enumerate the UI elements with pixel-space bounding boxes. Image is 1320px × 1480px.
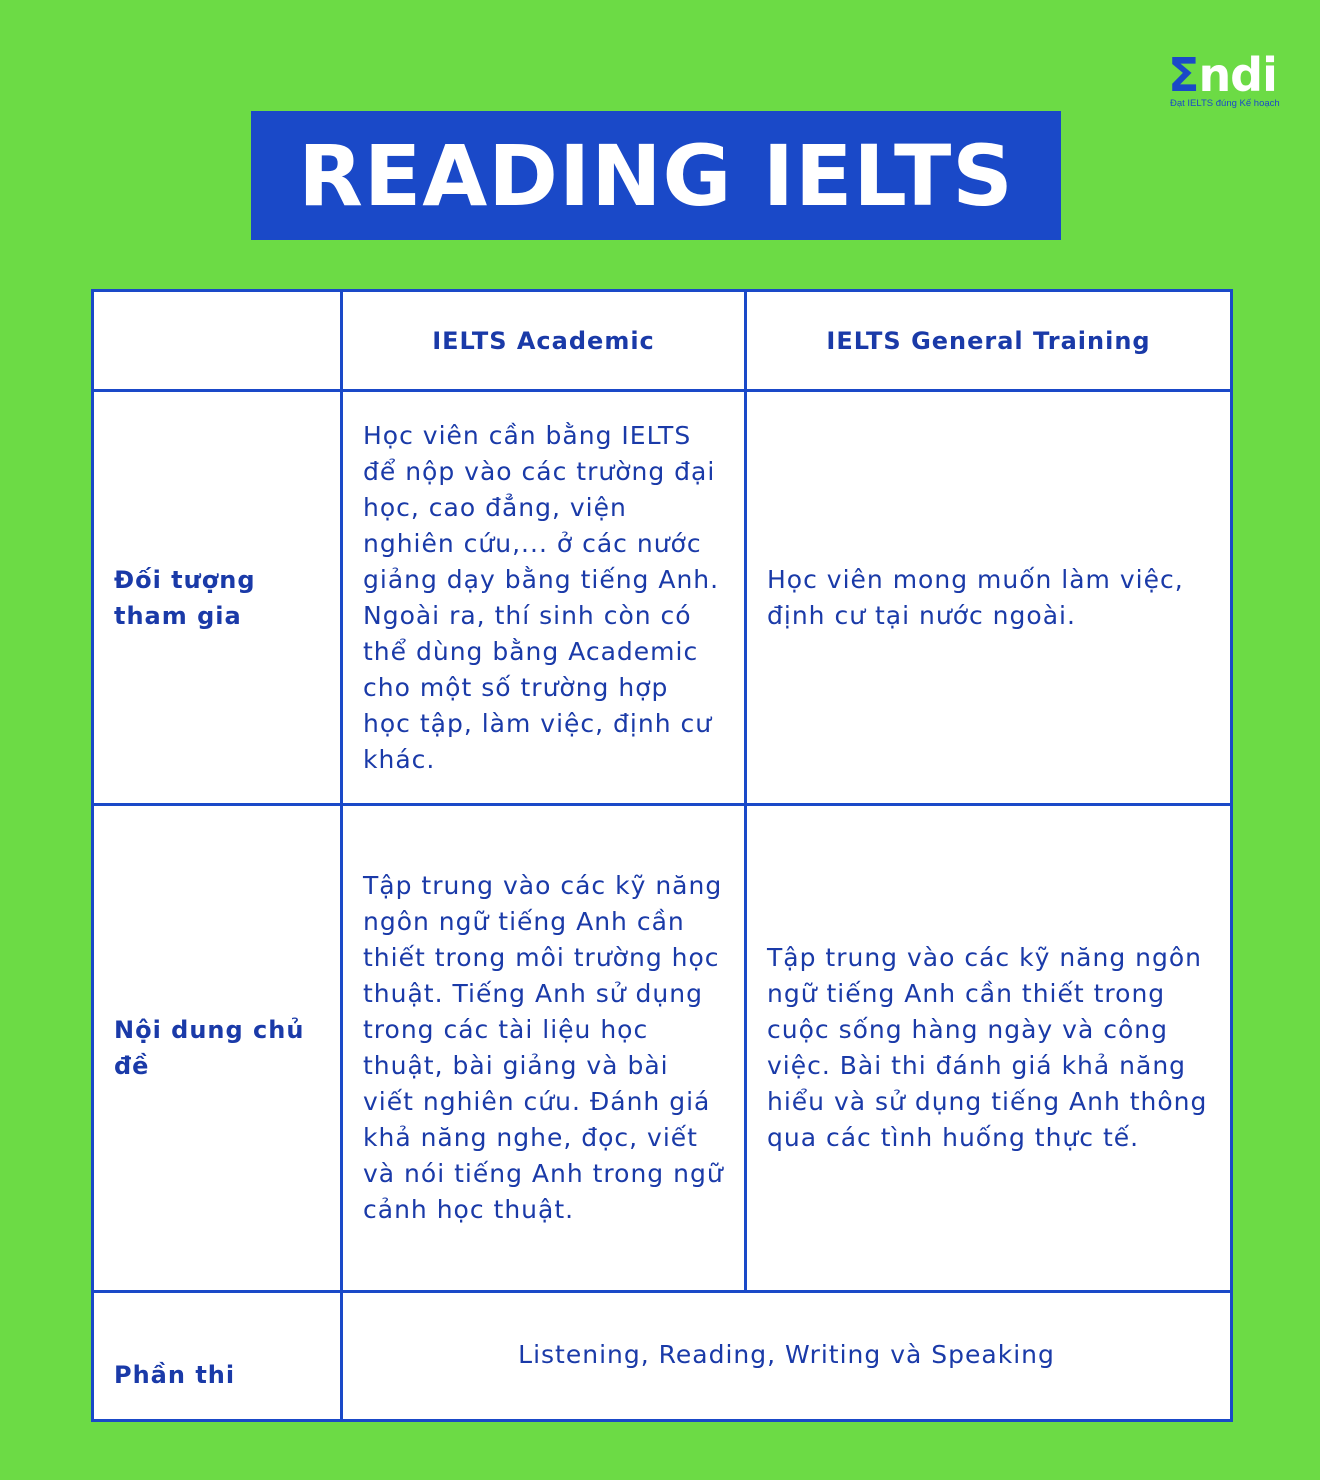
header-ielts-general-training: IELTS General Training [746, 291, 1232, 391]
row-label-sections: Phần thi [93, 1292, 342, 1421]
page-title: READING IELTS [298, 126, 1014, 225]
logo-tagline: Đạt IELTS đúng Kế hoạch [1170, 98, 1280, 109]
table-row [93, 805, 1232, 1292]
logo-wordmark [1168, 48, 1277, 102]
logo-text: ndi [1198, 48, 1277, 102]
endi-logo [1168, 48, 1288, 112]
comparison-table [91, 289, 1233, 1422]
title-banner [251, 111, 1061, 240]
general-content-cell: Tập trung vào các kỹ năng ngôn ngữ tiếng Anh cần thiết trong cuộc sống hàng ngày và công việc. Bài thi đánh giá khả năng hiểu và sử dụng tiếng Anh thông qua các tình huống thực tế. [746, 805, 1232, 1292]
header-empty-cell [93, 291, 342, 391]
row-label-participants: Đối tượng tham gia [93, 391, 342, 805]
academic-content-cell: Tập trung vào các kỹ năng ngôn ngữ tiếng Anh cần thiết trong môi trường học thuật. Tiếng Anh sử dụng trong các tài liệu học thuật, bài giảng và bài viết nghiên cứu. Đánh giá khả năng nghe, đọc, viết và nói tiếng Anh trong ngữ cảnh học thuật. [342, 805, 746, 1292]
logo-sigma: Σ [1168, 48, 1199, 102]
row-label-content: Nội dung chủ đề [93, 805, 342, 1292]
academic-participants-cell: Học viên cần bằng IELTS để nộp vào các trường đại học, cao đẳng, viện nghiên cứu,... ở các nước giảng dạy bằng tiếng Anh. Ngoài ra, thí sinh còn có thể dùng bằng Academic cho một số trường hợp học tập, làm việc, định cư khác. [342, 391, 746, 805]
table-row [93, 1292, 1232, 1421]
table-header-row [93, 291, 1232, 391]
general-participants-cell: Học viên mong muốn làm việc, định cư tại nước ngoài. [746, 391, 1232, 805]
table-row [93, 391, 1232, 805]
shared-sections-cell: Listening, Reading, Writing và Speaking [342, 1292, 1232, 1421]
header-ielts-academic: IELTS Academic [342, 291, 746, 391]
